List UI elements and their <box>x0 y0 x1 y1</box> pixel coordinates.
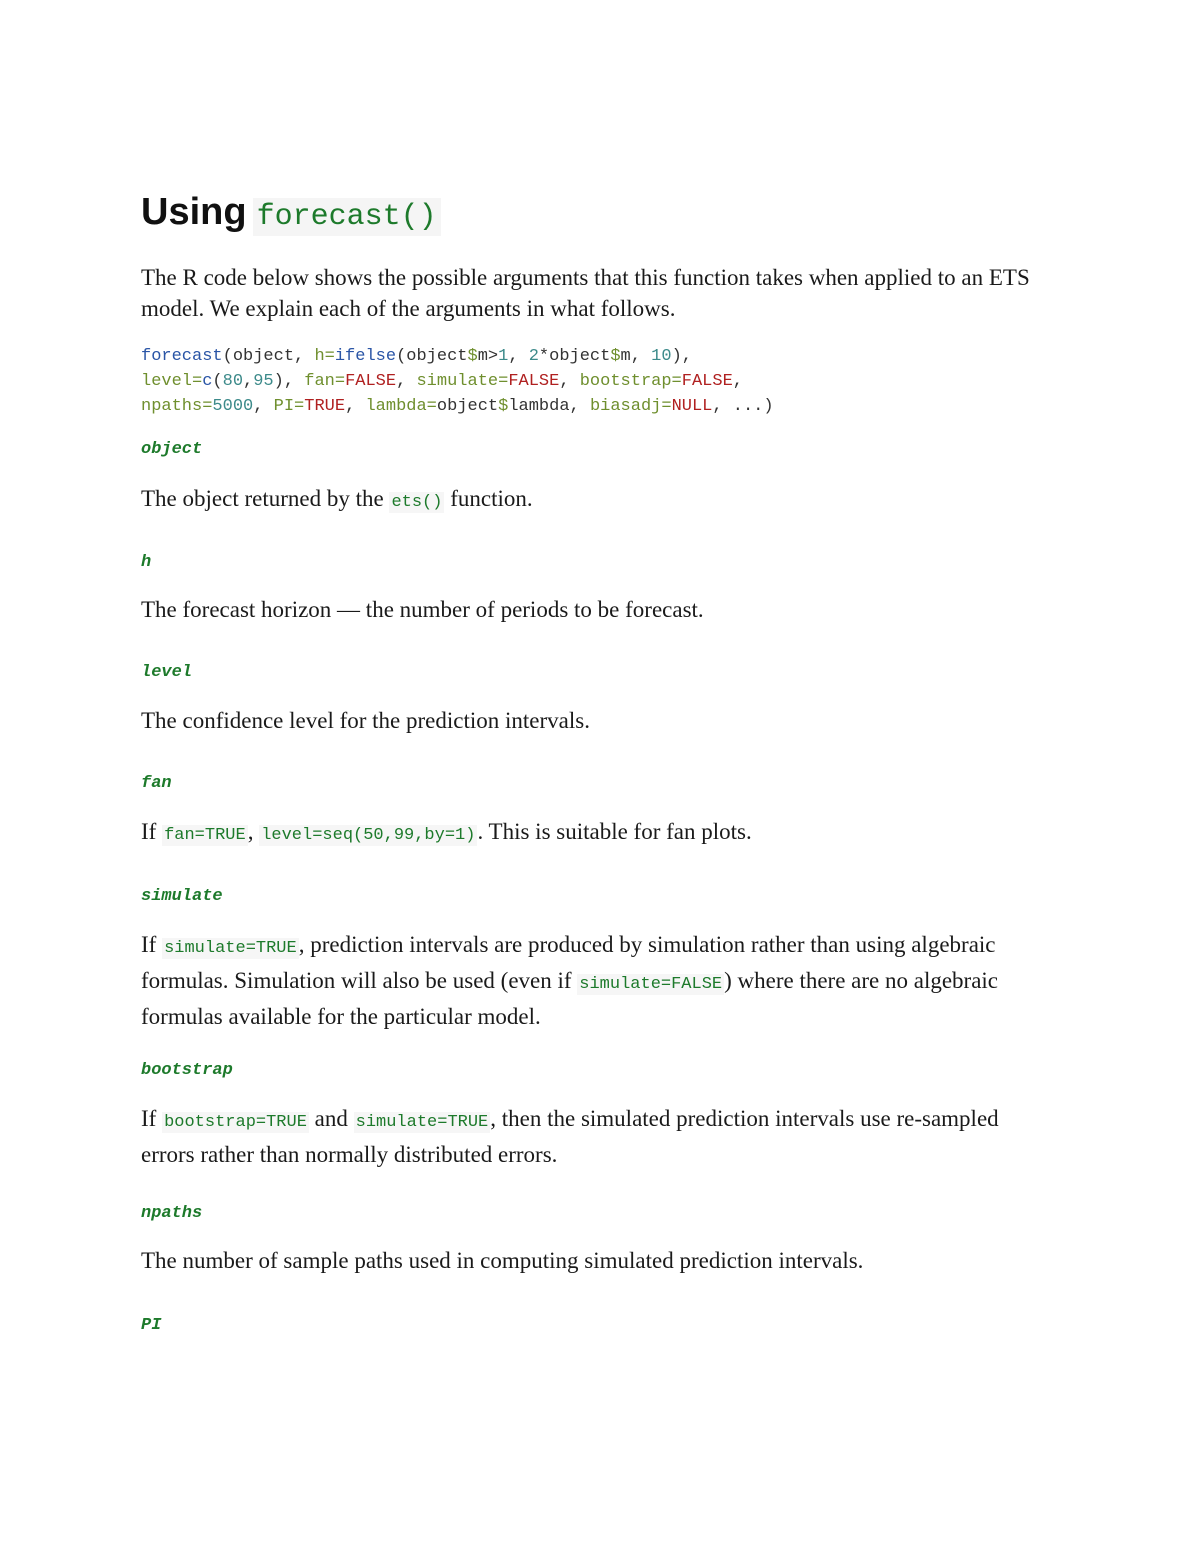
arg-object-desc: The object returned by the ets() function. <box>141 486 533 512</box>
arg-pi-name: PI <box>141 1316 162 1335</box>
arg-bootstrap-desc: If bootstrap=TRUE and simulate=TRUE, then the simulated prediction intervals use re-sampled errors rather than normally distributed errors. <box>141 1106 999 1167</box>
intro-paragraph: The R code below shows the possible arguments that this function takes when applied to an ETS model. We explain each of the arguments in what follows. <box>141 265 1030 321</box>
inline-code: ets() <box>391 493 443 512</box>
inline-code: fan=TRUE <box>164 826 246 845</box>
arg-npaths-desc: The number of sample paths used in computing simulated prediction intervals. <box>141 1248 864 1273</box>
code-block: forecast(object, h=ifelse(object$m>1, 2*object$m, 10), level=c(80,95), fan=FALSE, simulate=FALSE, bootstrap=FALSE, npaths=5000, PI=TRUE, lambda=object$lambda, biasadj=NULL, ...) <box>141 347 774 416</box>
inline-code: simulate=FALSE <box>579 975 723 994</box>
inline-code: bootstrap=TRUE <box>164 1113 307 1132</box>
arg-h-desc: The forecast horizon — the number of periods to be forecast. <box>141 597 704 622</box>
arg-simulate-desc: If simulate=TRUE, prediction intervals are produced by simulation rather than using algebraic formulas. Simulation will also be used (even if simulate=FALSE) where there are no algebraic formulas available for the particular model. <box>141 932 999 1029</box>
arg-h-name: h <box>141 553 152 572</box>
arg-npaths-name: npaths <box>141 1204 203 1223</box>
arg-level-name: level <box>141 663 193 682</box>
arg-bootstrap-name: bootstrap <box>141 1061 233 1080</box>
arg-object-name: object <box>141 440 203 459</box>
arg-level-desc: The confidence level for the prediction intervals. <box>141 708 590 733</box>
title-code: forecast() <box>253 198 441 236</box>
title-prefix: Using <box>141 191 247 233</box>
inline-code: simulate=TRUE <box>164 939 297 958</box>
arg-simulate-name: simulate <box>141 887 223 906</box>
inline-code: level=seq(50,99,by=1) <box>261 826 476 845</box>
arg-fan-desc: If fan=TRUE, level=seq(50,99,by=1). This is suitable for fan plots. <box>141 819 752 845</box>
inline-code: simulate=TRUE <box>355 1113 489 1132</box>
arg-fan-name: fan <box>141 774 172 793</box>
page-title <box>141 188 441 241</box>
